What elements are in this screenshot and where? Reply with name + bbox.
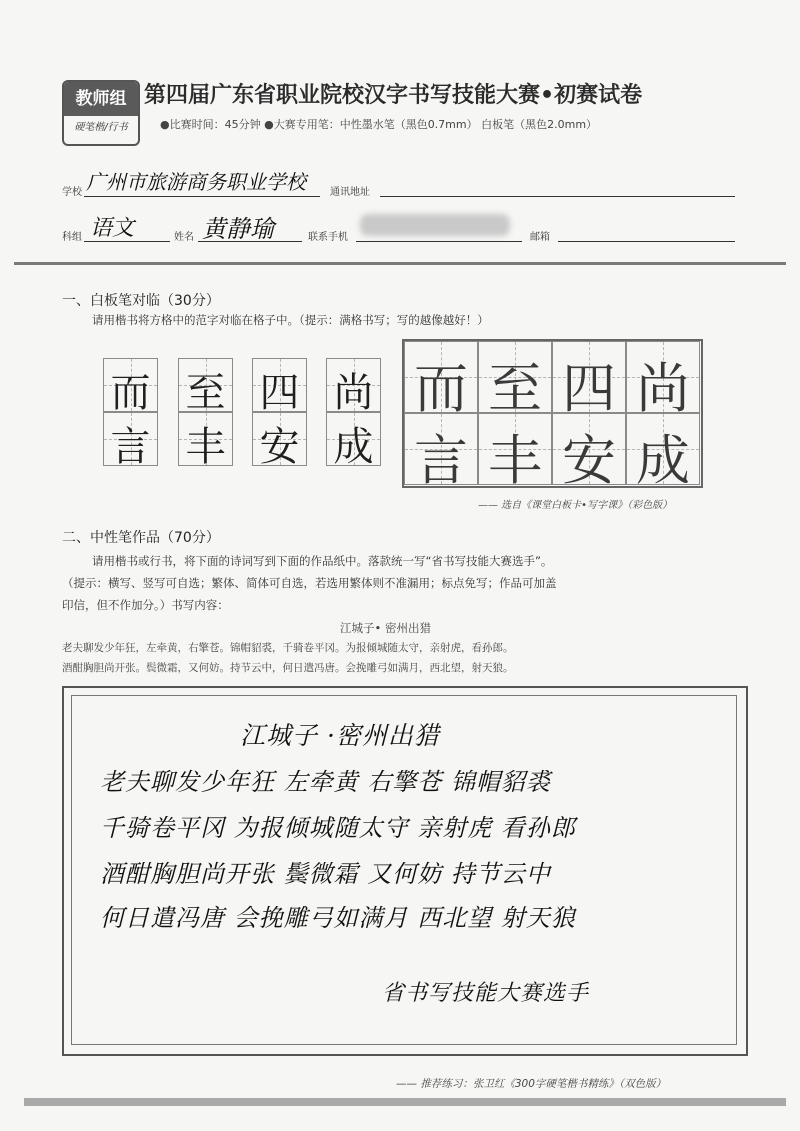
model-glyph: 言 bbox=[414, 429, 468, 492]
practice-column-3 bbox=[252, 358, 308, 468]
model-cell bbox=[626, 413, 700, 492]
school-value: 广州市旅游商务职业学校 bbox=[86, 170, 306, 194]
email-label: 邮箱 bbox=[530, 232, 550, 243]
phone-label: 联系手机 bbox=[308, 232, 348, 243]
page-subtitle: ●比赛时间：45分钟 ●大赛专用笔：中性墨水笔（黑色0.7mm） 白板笔（黑色2.0mm） bbox=[160, 118, 598, 131]
section2-instruction-1: 请用楷书或行书，将下面的诗词写到下面的作品纸中。落款统一写“省书写技能大赛选手”。 bbox=[92, 554, 553, 568]
model-glyph: 而 bbox=[414, 357, 468, 420]
work-line-1: 老夫聊发少年狂 左牵黄 右擎苍 锦帽貂裘 bbox=[100, 768, 551, 796]
email-field bbox=[558, 241, 735, 242]
work-line-2: 千骑卷平冈 为报倾城随太守 亲射虎 看孙郎 bbox=[100, 814, 576, 842]
badge-title: 教师组 bbox=[64, 82, 138, 116]
practice-cell bbox=[326, 412, 381, 470]
practice-glyph: 成 bbox=[333, 424, 374, 470]
model-cell bbox=[478, 341, 552, 420]
poem-title: 江城子• 密州出猎 bbox=[340, 621, 431, 635]
work-line-4: 何日遣冯唐 会挽雕弓如满月 西北望 射天狼 bbox=[100, 904, 576, 932]
model-cell bbox=[552, 413, 626, 492]
practice-column-1 bbox=[103, 358, 159, 468]
practice-cell bbox=[103, 358, 158, 416]
model-grid bbox=[402, 339, 703, 492]
section2-instruction-3: 印信，但不作加分。）书写内容： bbox=[62, 598, 229, 612]
badge-subtitle: 硬笔楷/行书 bbox=[74, 122, 128, 133]
model-glyph: 丰 bbox=[488, 429, 542, 492]
poem-line-1: 老夫聊发少年狂，左牵黄，右擎苍。锦帽貂裘，千骑卷平冈。为报倾城随太守，亲射虎，看孙郎。 bbox=[62, 642, 514, 654]
practice-column-4 bbox=[326, 358, 382, 468]
section1-heading: 一、白板笔对临（30分） bbox=[62, 293, 220, 309]
practice-cell bbox=[178, 358, 233, 416]
phone-redacted bbox=[360, 214, 510, 236]
practice-glyph: 至 bbox=[185, 370, 226, 416]
subject-underline bbox=[84, 241, 170, 242]
model-cell bbox=[626, 341, 700, 420]
model-glyph: 四 bbox=[562, 357, 616, 420]
practice-cell bbox=[178, 412, 233, 470]
phone-underline bbox=[356, 241, 522, 242]
model-glyph: 安 bbox=[562, 429, 616, 492]
model-cell bbox=[404, 413, 478, 492]
section2-heading: 二、中性笔作品（70分） bbox=[62, 530, 220, 546]
group-badge bbox=[62, 80, 140, 146]
page-title: 第四届广东省职业院校汉字书写技能大赛•初赛试卷 bbox=[144, 83, 643, 108]
practice-glyph: 丰 bbox=[185, 424, 226, 470]
practice-glyph: 言 bbox=[110, 424, 151, 470]
address-field bbox=[380, 196, 735, 197]
recommend-caption: —— 推荐练习：张卫红《300字硬笔楷书精练》（双色版） bbox=[396, 1078, 667, 1090]
model-cell bbox=[478, 413, 552, 492]
model-glyph: 至 bbox=[488, 357, 542, 420]
section2-instruction-2: （提示：横写、竖写可自选；繁体、简体可自选，若选用繁体则不准漏用；标点免写；作品可加盖 bbox=[62, 576, 557, 590]
footer-divider bbox=[24, 1098, 786, 1106]
practice-cell bbox=[252, 412, 307, 470]
subject-value: 语文 bbox=[90, 216, 135, 241]
model-glyph: 成 bbox=[636, 429, 690, 492]
school-underline bbox=[84, 196, 320, 197]
model-cell bbox=[404, 341, 478, 420]
school-label: 学校 bbox=[62, 187, 82, 198]
name-label: 姓名 bbox=[174, 232, 194, 243]
name-value: 黄静瑜 bbox=[202, 215, 274, 243]
model-glyph: 尚 bbox=[636, 357, 690, 420]
name-underline bbox=[198, 241, 302, 242]
work-signature: 省书写技能大赛选手 bbox=[382, 981, 590, 1006]
work-line-3: 酒酣胸胆尚开张 鬓微霜 又何妨 持节云中 bbox=[100, 860, 551, 888]
address-label: 通讯地址 bbox=[330, 187, 370, 198]
practice-cell bbox=[326, 358, 381, 416]
poem-line-2: 酒酣胸胆尚开张。鬓微霜，又何妨。持节云中，何日遣冯唐。会挽雕弓如满月，西北望，射天狼。 bbox=[62, 662, 514, 674]
practice-glyph: 四 bbox=[259, 370, 300, 416]
model-source-caption: —— 选自《课堂白板卡•写字课》（彩色版） bbox=[478, 500, 673, 511]
practice-glyph: 安 bbox=[259, 424, 300, 470]
work-title: 江城子 ·密州出猎 bbox=[240, 721, 440, 750]
model-cell bbox=[552, 341, 626, 420]
subject-label: 科组 bbox=[62, 232, 82, 243]
header-divider bbox=[14, 262, 786, 265]
section1-instruction: 请用楷书将方格中的范字对临在格子中。（提示：满格书写；写的越像越好！） bbox=[92, 313, 489, 327]
practice-cell bbox=[252, 358, 307, 416]
practice-glyph: 尚 bbox=[333, 370, 374, 416]
practice-glyph: 而 bbox=[110, 370, 151, 416]
practice-column-2 bbox=[178, 358, 234, 468]
practice-cell bbox=[103, 412, 158, 470]
